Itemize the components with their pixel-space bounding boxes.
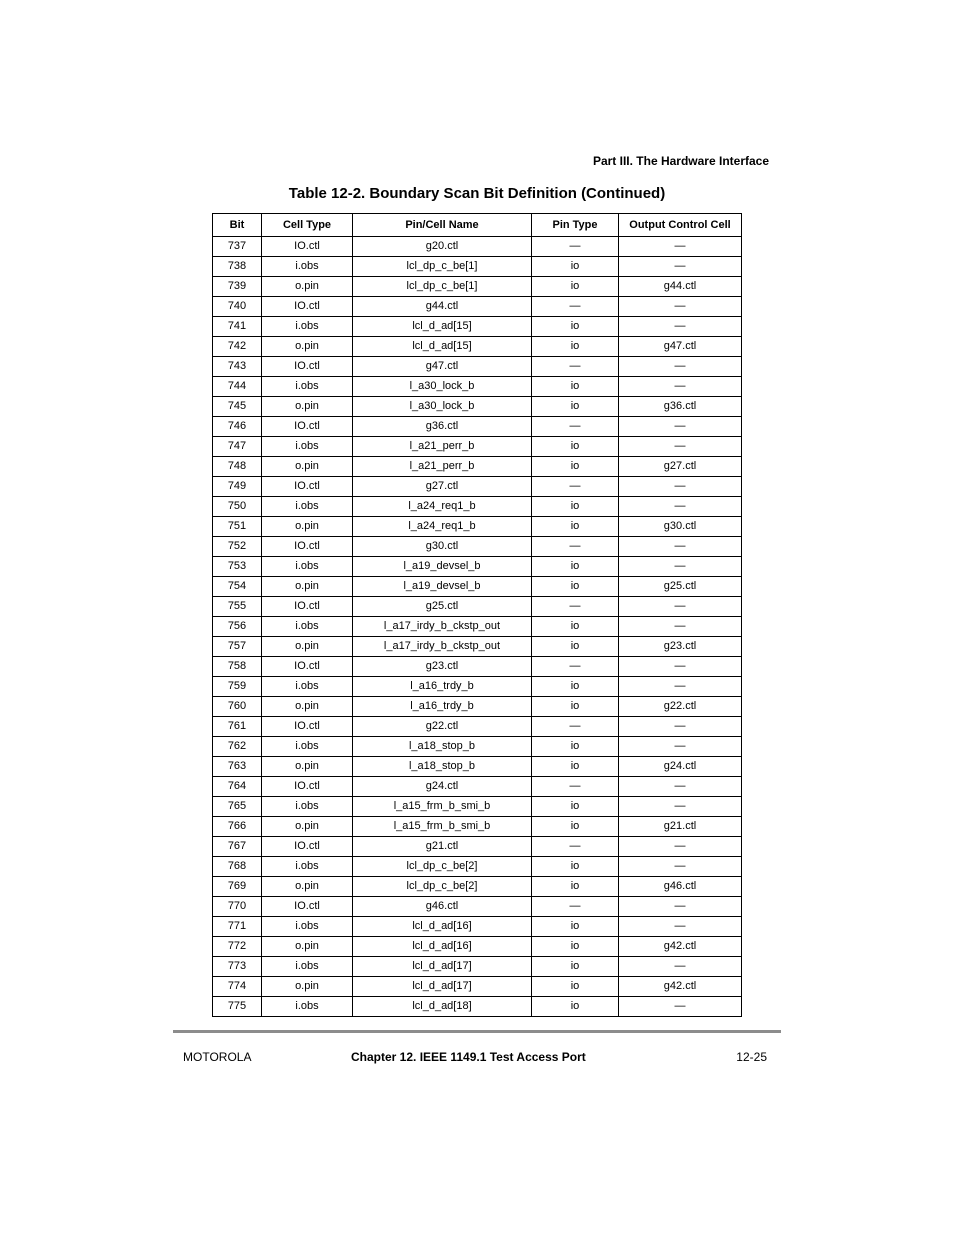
output-control-cell: g25.ctl — [619, 577, 742, 597]
column-header-output-control-cell: Output Control Cell — [619, 214, 742, 237]
bit-cell: 765 — [213, 797, 262, 817]
output-control-cell: — — [619, 777, 742, 797]
table-row — [213, 437, 742, 457]
pin-cell-name-cell: g24.ctl — [353, 777, 532, 797]
cell-type-cell: IO.ctl — [262, 717, 353, 737]
pin-cell-name-cell: lcl_d_ad[15] — [353, 337, 532, 357]
cell-type-cell: i.obs — [262, 437, 353, 457]
pin-type-cell: io — [532, 757, 619, 777]
output-control-cell: — — [619, 317, 742, 337]
bit-cell: 745 — [213, 397, 262, 417]
cell-type-cell: IO.ctl — [262, 837, 353, 857]
pin-type-cell: io — [532, 997, 619, 1017]
pin-cell-name-cell: lcl_d_ad[15] — [353, 317, 532, 337]
table-row — [213, 337, 742, 357]
cell-type-cell: IO.ctl — [262, 357, 353, 377]
output-control-cell: — — [619, 897, 742, 917]
pin-type-cell: — — [532, 477, 619, 497]
pin-type-cell: io — [532, 497, 619, 517]
pin-type-cell: io — [532, 577, 619, 597]
cell-type-cell: i.obs — [262, 257, 353, 277]
bit-cell: 755 — [213, 597, 262, 617]
pin-type-cell: io — [532, 677, 619, 697]
pin-type-cell: — — [532, 237, 619, 257]
table-row — [213, 817, 742, 837]
column-header-bit: Bit — [213, 214, 262, 237]
bit-cell: 775 — [213, 997, 262, 1017]
pin-cell-name-cell: l_a17_irdy_b_ckstp_out — [353, 617, 532, 637]
pin-type-cell: io — [532, 697, 619, 717]
pin-cell-name-cell: l_a30_lock_b — [353, 377, 532, 397]
pin-type-cell: io — [532, 977, 619, 997]
output-control-cell: g47.ctl — [619, 337, 742, 357]
output-control-cell: g30.ctl — [619, 517, 742, 537]
pin-type-cell: io — [532, 397, 619, 417]
output-control-cell: g36.ctl — [619, 397, 742, 417]
table-row — [213, 777, 742, 797]
output-control-cell: g23.ctl — [619, 637, 742, 657]
table-title: Table 12-2. Boundary Scan Bit Definition (Continued) — [288, 185, 666, 202]
table-row — [213, 597, 742, 617]
pin-type-cell: io — [532, 457, 619, 477]
table-row — [213, 937, 742, 957]
cell-type-cell: o.pin — [262, 757, 353, 777]
table-body — [213, 237, 742, 1017]
cell-type-cell: IO.ctl — [262, 237, 353, 257]
pin-type-cell: io — [532, 337, 619, 357]
cell-type-cell: o.pin — [262, 577, 353, 597]
table-row — [213, 377, 742, 397]
cell-type-cell: IO.ctl — [262, 657, 353, 677]
table-row — [213, 557, 742, 577]
bit-cell: 756 — [213, 617, 262, 637]
table-row — [213, 997, 742, 1017]
table-row — [213, 517, 742, 537]
pin-type-cell: io — [532, 957, 619, 977]
pin-cell-name-cell: l_a15_frm_b_smi_b — [353, 797, 532, 817]
table-header-row — [213, 214, 742, 237]
pin-cell-name-cell: g21.ctl — [353, 837, 532, 857]
pin-cell-name-cell: g25.ctl — [353, 597, 532, 617]
bit-cell: 750 — [213, 497, 262, 517]
table-row — [213, 397, 742, 417]
pin-type-cell: io — [532, 797, 619, 817]
output-control-cell: g42.ctl — [619, 937, 742, 957]
table-row — [213, 717, 742, 737]
pin-cell-name-cell: lcl_d_ad[17] — [353, 957, 532, 977]
cell-type-cell: i.obs — [262, 797, 353, 817]
pin-type-cell: io — [532, 877, 619, 897]
pin-cell-name-cell: lcl_d_ad[16] — [353, 917, 532, 937]
table-row — [213, 237, 742, 257]
pin-type-cell: — — [532, 777, 619, 797]
table-row — [213, 737, 742, 757]
cell-type-cell: o.pin — [262, 877, 353, 897]
bit-cell: 771 — [213, 917, 262, 937]
bit-cell: 743 — [213, 357, 262, 377]
column-header-pin-type: Pin Type — [532, 214, 619, 237]
pin-type-cell: io — [532, 737, 619, 757]
cell-type-cell: i.obs — [262, 917, 353, 937]
bit-cell: 738 — [213, 257, 262, 277]
bit-cell: 737 — [213, 237, 262, 257]
pin-type-cell: — — [532, 837, 619, 857]
pin-type-cell: — — [532, 417, 619, 437]
bit-cell: 762 — [213, 737, 262, 757]
output-control-cell: g42.ctl — [619, 977, 742, 997]
pin-type-cell: — — [532, 657, 619, 677]
output-control-cell: g27.ctl — [619, 457, 742, 477]
bit-cell: 742 — [213, 337, 262, 357]
cell-type-cell: o.pin — [262, 457, 353, 477]
output-control-cell: — — [619, 957, 742, 977]
cell-type-cell: o.pin — [262, 977, 353, 997]
output-control-cell: — — [619, 837, 742, 857]
output-control-cell: — — [619, 437, 742, 457]
table-row — [213, 577, 742, 597]
pin-cell-name-cell: g47.ctl — [353, 357, 532, 377]
output-control-cell: — — [619, 617, 742, 637]
bit-cell: 766 — [213, 817, 262, 837]
cell-type-cell: IO.ctl — [262, 597, 353, 617]
pin-cell-name-cell: l_a24_req1_b — [353, 517, 532, 537]
output-control-cell: — — [619, 497, 742, 517]
bit-cell: 739 — [213, 277, 262, 297]
bit-cell: 759 — [213, 677, 262, 697]
pin-type-cell: — — [532, 717, 619, 737]
table-row — [213, 537, 742, 557]
pin-cell-name-cell: g20.ctl — [353, 237, 532, 257]
pin-cell-name-cell: l_a18_stop_b — [353, 737, 532, 757]
table-row — [213, 477, 742, 497]
bit-cell: 774 — [213, 977, 262, 997]
table-row — [213, 637, 742, 657]
table-row — [213, 357, 742, 377]
cell-type-cell: IO.ctl — [262, 297, 353, 317]
bit-cell: 768 — [213, 857, 262, 877]
pin-cell-name-cell: l_a19_devsel_b — [353, 557, 532, 577]
cell-type-cell: i.obs — [262, 677, 353, 697]
table-row — [213, 617, 742, 637]
output-control-cell: g24.ctl — [619, 757, 742, 777]
pin-type-cell: io — [532, 317, 619, 337]
bit-cell: 758 — [213, 657, 262, 677]
pin-cell-name-cell: l_a16_trdy_b — [353, 677, 532, 697]
bit-cell: 746 — [213, 417, 262, 437]
footer-publisher: MOTOROLA — [183, 1050, 252, 1064]
pin-type-cell: — — [532, 897, 619, 917]
bit-cell: 747 — [213, 437, 262, 457]
cell-type-cell: IO.ctl — [262, 537, 353, 557]
bit-cell: 764 — [213, 777, 262, 797]
table-row — [213, 257, 742, 277]
cell-type-cell: i.obs — [262, 557, 353, 577]
output-control-cell: — — [619, 377, 742, 397]
pin-type-cell: io — [532, 437, 619, 457]
pin-type-cell: io — [532, 857, 619, 877]
pin-type-cell: io — [532, 377, 619, 397]
output-control-cell: — — [619, 477, 742, 497]
cell-type-cell: o.pin — [262, 397, 353, 417]
output-control-cell: g44.ctl — [619, 277, 742, 297]
cell-type-cell: IO.ctl — [262, 777, 353, 797]
table-row — [213, 957, 742, 977]
pin-type-cell: io — [532, 937, 619, 957]
table-row — [213, 877, 742, 897]
output-control-cell: — — [619, 537, 742, 557]
cell-type-cell: o.pin — [262, 337, 353, 357]
output-control-cell: — — [619, 557, 742, 577]
pin-cell-name-cell: l_a16_trdy_b — [353, 697, 532, 717]
output-control-cell: — — [619, 297, 742, 317]
table-row — [213, 897, 742, 917]
bit-cell: 770 — [213, 897, 262, 917]
output-control-cell: — — [619, 597, 742, 617]
table-row — [213, 797, 742, 817]
cell-type-cell: i.obs — [262, 317, 353, 337]
table-row — [213, 297, 742, 317]
table-row — [213, 837, 742, 857]
table-row — [213, 917, 742, 937]
table-row — [213, 657, 742, 677]
output-control-cell: — — [619, 237, 742, 257]
bit-cell: 760 — [213, 697, 262, 717]
pin-cell-name-cell: l_a21_perr_b — [353, 457, 532, 477]
bit-cell: 763 — [213, 757, 262, 777]
pin-cell-name-cell: lcl_dp_c_be[2] — [353, 857, 532, 877]
pin-type-cell: io — [532, 277, 619, 297]
cell-type-cell: i.obs — [262, 377, 353, 397]
bit-cell: 744 — [213, 377, 262, 397]
pin-cell-name-cell: l_a19_devsel_b — [353, 577, 532, 597]
cell-type-cell: o.pin — [262, 277, 353, 297]
table-row — [213, 417, 742, 437]
pin-cell-name-cell: l_a24_req1_b — [353, 497, 532, 517]
table-row — [213, 317, 742, 337]
output-control-cell: — — [619, 717, 742, 737]
bit-cell: 773 — [213, 957, 262, 977]
pin-type-cell: io — [532, 557, 619, 577]
pin-cell-name-cell: l_a15_frm_b_smi_b — [353, 817, 532, 837]
pin-cell-name-cell: l_a17_irdy_b_ckstp_out — [353, 637, 532, 657]
output-control-cell: — — [619, 997, 742, 1017]
cell-type-cell: i.obs — [262, 617, 353, 637]
output-control-cell: — — [619, 677, 742, 697]
footer-rule — [173, 1030, 781, 1033]
table-row — [213, 457, 742, 477]
table-row — [213, 757, 742, 777]
bit-cell: 749 — [213, 477, 262, 497]
cell-type-cell: i.obs — [262, 957, 353, 977]
pin-cell-name-cell: l_a21_perr_b — [353, 437, 532, 457]
pin-type-cell: io — [532, 517, 619, 537]
table-row — [213, 977, 742, 997]
pin-type-cell: — — [532, 297, 619, 317]
pin-cell-name-cell: g44.ctl — [353, 297, 532, 317]
output-control-cell: — — [619, 257, 742, 277]
bit-cell: 769 — [213, 877, 262, 897]
cell-type-cell: i.obs — [262, 857, 353, 877]
bit-cell: 761 — [213, 717, 262, 737]
pin-cell-name-cell: lcl_d_ad[17] — [353, 977, 532, 997]
output-control-cell: — — [619, 657, 742, 677]
pin-cell-name-cell: l_a30_lock_b — [353, 397, 532, 417]
bit-cell: 740 — [213, 297, 262, 317]
output-control-cell: g21.ctl — [619, 817, 742, 837]
running-head: Part III. The Hardware Interface — [592, 154, 769, 168]
output-control-cell: — — [619, 357, 742, 377]
pin-cell-name-cell: lcl_d_ad[16] — [353, 937, 532, 957]
pin-cell-name-cell: g46.ctl — [353, 897, 532, 917]
pin-type-cell: — — [532, 597, 619, 617]
bit-cell: 751 — [213, 517, 262, 537]
cell-type-cell: IO.ctl — [262, 897, 353, 917]
pin-cell-name-cell: g27.ctl — [353, 477, 532, 497]
footer-chapter: Chapter 12. IEEE 1149.1 Test Access Port — [351, 1050, 586, 1064]
cell-type-cell: IO.ctl — [262, 417, 353, 437]
pin-cell-name-cell: lcl_dp_c_be[1] — [353, 277, 532, 297]
table-row — [213, 857, 742, 877]
table-row — [213, 697, 742, 717]
cell-type-cell: IO.ctl — [262, 477, 353, 497]
pin-type-cell: io — [532, 817, 619, 837]
output-control-cell: — — [619, 917, 742, 937]
bit-cell: 753 — [213, 557, 262, 577]
bit-cell: 772 — [213, 937, 262, 957]
output-control-cell: g46.ctl — [619, 877, 742, 897]
output-control-cell: — — [619, 737, 742, 757]
column-header-cell-type: Cell Type — [262, 214, 353, 237]
cell-type-cell: o.pin — [262, 697, 353, 717]
pin-type-cell: — — [532, 357, 619, 377]
pin-cell-name-cell: g23.ctl — [353, 657, 532, 677]
cell-type-cell: i.obs — [262, 497, 353, 517]
bit-cell: 757 — [213, 637, 262, 657]
bit-cell: 741 — [213, 317, 262, 337]
pin-cell-name-cell: l_a18_stop_b — [353, 757, 532, 777]
cell-type-cell: i.obs — [262, 737, 353, 757]
output-control-cell: — — [619, 857, 742, 877]
footer-page-number: 12-25 — [736, 1050, 767, 1064]
cell-type-cell: o.pin — [262, 937, 353, 957]
pin-cell-name-cell: g22.ctl — [353, 717, 532, 737]
bit-cell: 754 — [213, 577, 262, 597]
pin-cell-name-cell: g30.ctl — [353, 537, 532, 557]
column-header-pin-cell-name: Pin/Cell Name — [353, 214, 532, 237]
cell-type-cell: o.pin — [262, 517, 353, 537]
bit-cell: 767 — [213, 837, 262, 857]
pin-cell-name-cell: lcl_dp_c_be[1] — [353, 257, 532, 277]
table-row — [213, 677, 742, 697]
output-control-cell: — — [619, 797, 742, 817]
cell-type-cell: o.pin — [262, 817, 353, 837]
boundary-scan-table — [212, 213, 742, 1017]
cell-type-cell: i.obs — [262, 997, 353, 1017]
pin-cell-name-cell: lcl_dp_c_be[2] — [353, 877, 532, 897]
cell-type-cell: o.pin — [262, 637, 353, 657]
output-control-cell: g22.ctl — [619, 697, 742, 717]
pin-type-cell: io — [532, 917, 619, 937]
pin-type-cell: — — [532, 537, 619, 557]
table-row — [213, 277, 742, 297]
bit-cell: 748 — [213, 457, 262, 477]
pin-cell-name-cell: lcl_d_ad[18] — [353, 997, 532, 1017]
pin-type-cell: io — [532, 257, 619, 277]
pin-cell-name-cell: g36.ctl — [353, 417, 532, 437]
table-row — [213, 497, 742, 517]
pin-type-cell: io — [532, 637, 619, 657]
output-control-cell: — — [619, 417, 742, 437]
pin-type-cell: io — [532, 617, 619, 637]
bit-cell: 752 — [213, 537, 262, 557]
